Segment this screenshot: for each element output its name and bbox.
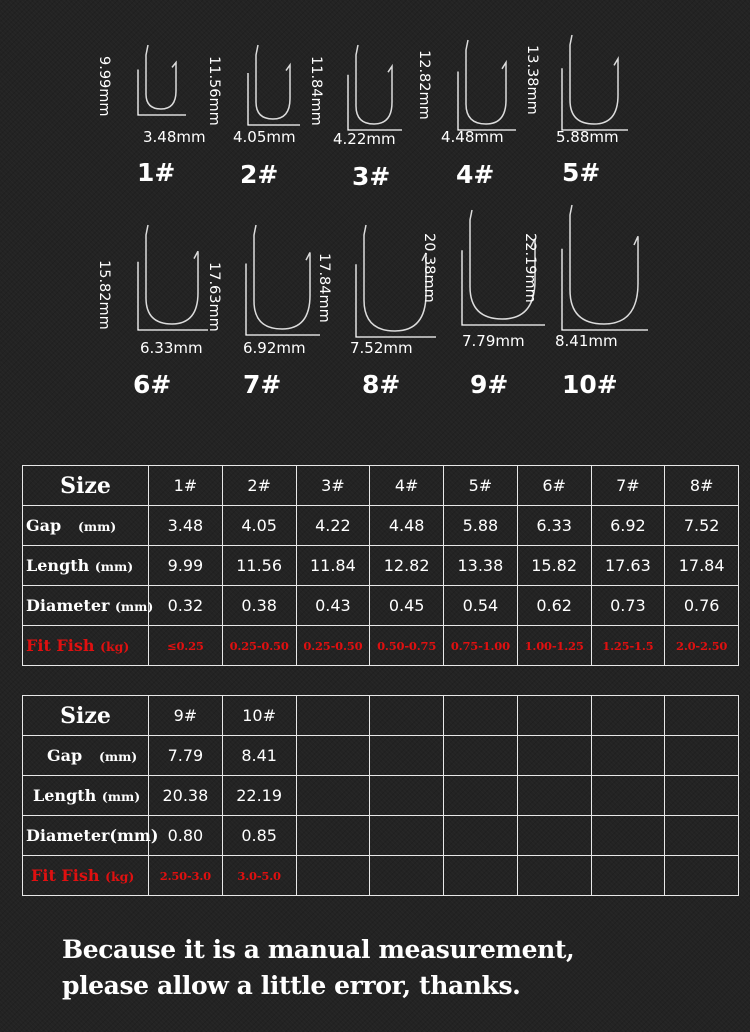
table-cell-fit: 2.50-3.0: [149, 856, 223, 896]
table-cell-empty: [591, 736, 665, 776]
table-row-diameter: [23, 816, 739, 856]
table-cell-sizes: 10#: [222, 696, 296, 736]
table-cell-length: 12.82: [370, 546, 444, 586]
table-cell-sizes: 5#: [444, 466, 518, 506]
note-line-1: Because it is a manual measurement,: [62, 935, 575, 964]
table-cell-empty: [370, 696, 444, 736]
length-header: Length (mm): [23, 546, 149, 586]
hook-10-gap-label: 8.41mm: [555, 332, 618, 350]
table-cell-gap: 6.33: [517, 506, 591, 546]
table-cell-empty: [591, 696, 665, 736]
table-cell-empty: [444, 776, 518, 816]
table-cell-length: 20.38: [149, 776, 223, 816]
hook-2-length-label: 11.56mm: [206, 56, 222, 126]
hook-7-length-label: 17.63mm: [206, 262, 222, 332]
table-cell-length: 13.38: [444, 546, 518, 586]
size-header: Size: [23, 696, 149, 736]
table-cell-length: 11.84: [296, 546, 370, 586]
hook-10-outline: [570, 205, 638, 324]
table-cell-diameter: 0.32: [149, 586, 223, 626]
hook-5-dimension-guide: [562, 68, 628, 130]
table-cell-gap: 7.79: [149, 736, 223, 776]
table-cell-sizes: 1#: [149, 466, 223, 506]
hook-2-gap-label: 4.05mm: [233, 128, 296, 146]
table-cell-gap: 8.41: [222, 736, 296, 776]
table-cell-diameter: 0.80: [149, 816, 223, 856]
table-cell-diameter: 0.85: [222, 816, 296, 856]
hook-1-length-label: 9.99mm: [96, 56, 112, 117]
size-header: Size: [23, 466, 149, 506]
table-row-length: [23, 776, 739, 816]
hook-2-dimension-guide: [248, 73, 300, 125]
table-cell-gap: 4.22: [296, 506, 370, 546]
table-cell-gap: 5.88: [444, 506, 518, 546]
table-row-gap: [23, 736, 739, 776]
table-cell-empty: [444, 736, 518, 776]
hook-8-size-label: 8#: [362, 370, 401, 399]
table-cell-length: 17.63: [591, 546, 665, 586]
length-header: Length (mm): [23, 776, 149, 816]
table-cell-empty: [296, 736, 370, 776]
table-cell-diameter: 0.76: [665, 586, 739, 626]
table-cell-sizes: 3#: [296, 466, 370, 506]
hook-3-size-label: 3#: [352, 162, 391, 191]
table-cell-gap: 6.92: [591, 506, 665, 546]
table-cell-empty: [665, 856, 739, 896]
table-row-size: [23, 696, 739, 736]
table-cell-length: 17.84: [665, 546, 739, 586]
hook-9-gap-label: 7.79mm: [462, 332, 525, 350]
table-cell-empty: [444, 856, 518, 896]
hook-1-dimension-guide: [138, 70, 186, 116]
table-cell-sizes: 2#: [222, 466, 296, 506]
spec-table-2: [22, 695, 739, 896]
hook-2-size-label: 2#: [240, 160, 279, 189]
table-row-length: [23, 546, 739, 586]
hook-3-outline: [356, 45, 392, 124]
table-cell-gap: 3.48: [149, 506, 223, 546]
hook-4-size-label: 4#: [456, 160, 495, 189]
table-cell-empty: [370, 776, 444, 816]
table-cell-empty: [370, 816, 444, 856]
hook-1-outline: [146, 45, 176, 109]
hook-3-dimension-guide: [348, 75, 402, 130]
table-row-fit-fish: [23, 626, 739, 666]
gap-header: Gap (mm): [23, 506, 149, 546]
table-cell-sizes: 9#: [149, 696, 223, 736]
hook-4-length-label: 12.82mm: [416, 50, 432, 120]
fit-fish-header: Fit Fish (kg): [23, 626, 149, 666]
table-cell-empty: [296, 816, 370, 856]
table-cell-fit: 0.75-1.00: [444, 626, 518, 666]
hook-9-length-label: 20.38mm: [421, 233, 437, 303]
spec-table-1: [22, 465, 739, 666]
table-cell-length: 9.99: [149, 546, 223, 586]
hook-2-outline: [256, 45, 290, 119]
hook-1-size-label: 1#: [137, 158, 176, 187]
diameter-header: Diameter(mm): [23, 816, 149, 856]
table-cell-empty: [444, 816, 518, 856]
hook-5-gap-label: 5.88mm: [556, 128, 619, 146]
hook-5-size-label: 5#: [562, 158, 601, 187]
table-cell-diameter: 0.62: [517, 586, 591, 626]
table-row-diameter: [23, 586, 739, 626]
table-cell-empty: [517, 696, 591, 736]
table-cell-empty: [517, 856, 591, 896]
hook-10-dimension-guide: [562, 249, 648, 330]
hook-8-gap-label: 7.52mm: [350, 339, 413, 357]
table-cell-empty: [370, 856, 444, 896]
table-cell-gap: 4.05: [222, 506, 296, 546]
hook-6-size-label: 6#: [133, 370, 172, 399]
table-cell-empty: [517, 816, 591, 856]
table-cell-diameter: 0.54: [444, 586, 518, 626]
table-cell-empty: [296, 696, 370, 736]
hook-8-length-label: 17.84mm: [316, 253, 332, 323]
table-cell-fit: 0.25-0.50: [222, 626, 296, 666]
hook-6-gap-label: 6.33mm: [140, 339, 203, 357]
table-cell-sizes: 8#: [665, 466, 739, 506]
table-row-gap: [23, 506, 739, 546]
table-cell-sizes: 7#: [591, 466, 665, 506]
fit-fish-header: Fit Fish (kg): [23, 856, 149, 896]
table-cell-fit: 2.0-2.50: [665, 626, 739, 666]
table-cell-sizes: 4#: [370, 466, 444, 506]
hook-4-dimension-guide: [458, 72, 516, 131]
table-cell-diameter: 0.73: [591, 586, 665, 626]
table-cell-empty: [591, 816, 665, 856]
table-cell-empty: [296, 776, 370, 816]
table-cell-empty: [296, 856, 370, 896]
table-row-fit-fish: [23, 856, 739, 896]
table-cell-diameter: 0.38: [222, 586, 296, 626]
table-cell-length: 11.56: [222, 546, 296, 586]
table-cell-fit: 1.00-1.25: [517, 626, 591, 666]
hook-9-size-label: 9#: [470, 370, 509, 399]
hook-7-size-label: 7#: [243, 370, 282, 399]
table-cell-fit: 0.25-0.50: [296, 626, 370, 666]
measurement-note: [62, 932, 702, 1004]
table-cell-empty: [370, 736, 444, 776]
diameter-header: Diameter (mm): [23, 586, 149, 626]
hook-5-length-label: 13.38mm: [524, 45, 540, 115]
hook-6-outline: [146, 225, 198, 324]
gap-header: Gap (mm): [23, 736, 149, 776]
hook-3-gap-label: 4.22mm: [333, 130, 396, 148]
hook-3-length-label: 11.84mm: [308, 56, 324, 126]
table-cell-diameter: 0.43: [296, 586, 370, 626]
table-cell-empty: [517, 736, 591, 776]
table-cell-empty: [591, 856, 665, 896]
hook-5-outline: [570, 35, 618, 124]
table-cell-empty: [665, 696, 739, 736]
hook-7-outline: [254, 225, 310, 329]
table-cell-fit: 3.0-5.0: [222, 856, 296, 896]
table-cell-empty: [517, 776, 591, 816]
table-cell-length: 15.82: [517, 546, 591, 586]
hook-1-gap-label: 3.48mm: [143, 128, 206, 146]
hook-10-length-label: 22.19mm: [522, 233, 538, 303]
table-cell-fit: ≤0.25: [149, 626, 223, 666]
hook-8-outline: [364, 225, 426, 331]
table-row-size: [23, 466, 739, 506]
table-cell-empty: [665, 816, 739, 856]
hook-4-outline: [466, 40, 506, 124]
table-cell-fit: 0.50-0.75: [370, 626, 444, 666]
hook-10-size-label: 10#: [562, 370, 618, 399]
table-cell-fit: 1.25-1.5: [591, 626, 665, 666]
hook-7-gap-label: 6.92mm: [243, 339, 306, 357]
table-cell-gap: 4.48: [370, 506, 444, 546]
table-cell-empty: [665, 776, 739, 816]
hook-4-gap-label: 4.48mm: [441, 128, 504, 146]
table-cell-length: 22.19: [222, 776, 296, 816]
table-cell-gap: 7.52: [665, 506, 739, 546]
table-cell-diameter: 0.45: [370, 586, 444, 626]
table-cell-sizes: 6#: [517, 466, 591, 506]
table-cell-empty: [444, 696, 518, 736]
note-line-2: please allow a little error, thanks.: [62, 971, 521, 1000]
table-cell-empty: [591, 776, 665, 816]
hook-6-length-label: 15.82mm: [96, 260, 112, 330]
hook-7-dimension-guide: [246, 264, 320, 336]
table-cell-empty: [665, 736, 739, 776]
hook-6-dimension-guide: [138, 262, 208, 330]
